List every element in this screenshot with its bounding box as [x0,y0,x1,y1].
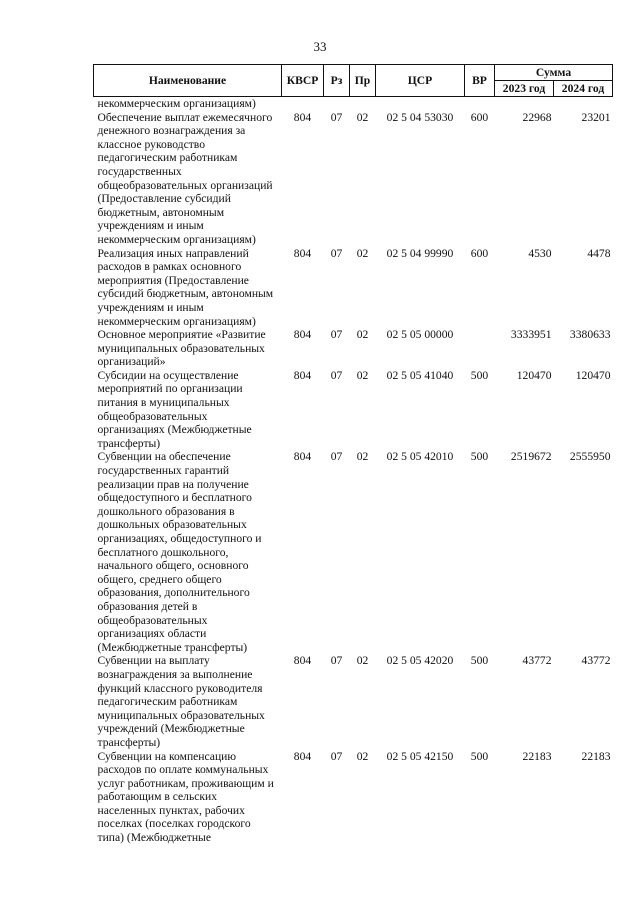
cell-vr: 500 [470,749,489,763]
cell-name: Субвенции на обеспечение государственных гарантий реализации прав на получение общедоступного и бесплатного дошкольного образования в дошкольных образовательных организациях, общедоступного и бесплатного дошкольного, начального общего, основного общего, среднего общего образования, дополнительного образования детей в общеобразовательных организациях области (Межбюджетные трансферты) [97,450,262,654]
cell-rz: 07 [330,450,343,464]
cell-kvsr: 804 [293,749,312,763]
header-kvsr: КВСР [282,65,324,97]
budget-table [93,64,613,845]
cell-csr: 02 5 05 42150 [386,749,454,763]
header-vr: ВР [465,65,495,97]
cell-rz [324,97,350,111]
cell-vr: 500 [470,368,489,382]
table-row [94,247,613,329]
cell-sum-2024: 22183 [581,749,611,763]
header-year-2023: 2023 год [495,81,554,97]
cell-kvsr: 804 [293,110,312,124]
cell-sum-2024: 3380633 [569,328,611,342]
cell-csr: 02 5 04 53030 [386,110,454,124]
cell-sum-2023: 2519672 [510,450,552,464]
header-sum: Сумма [495,65,613,81]
cell-pr: 02 [356,450,369,464]
cell-sum-2024: 2555950 [569,450,611,464]
cell-kvsr: 804 [293,246,312,260]
cell-pr: 02 [356,246,369,260]
cell-sum-2023: 120470 [516,368,552,382]
header-rz: Рз [324,65,350,97]
cell-name: Субвенции на компенсацию расходов по оплате коммунальных услуг работникам, проживающим и работающим в сельских населенных пунктах, рабочих поселках (поселках городского типа) (Межбюджетные [97,749,274,845]
page-number: 33 [313,39,327,54]
header-year-2024: 2024 год [554,81,613,97]
cell-kvsr: 804 [293,328,312,342]
cell-rz: 07 [330,328,343,342]
table-row [94,97,613,111]
cell-kvsr [282,97,324,111]
cell-name: Субсидии на осуществление мероприятий по организации питания в муниципальных общеобразовательных организациях (Межбюджетные трансферты) [97,368,252,450]
header-pr: Пр [350,65,376,97]
cell-sum-2024 [554,97,613,111]
cell-name: Реализация иных направлений расходов в рамках основного мероприятия (Предоставление субсидий бюджетным, автономным учреждениям и иным некоммерческим организациям) [97,246,274,328]
cell-kvsr: 804 [293,654,312,668]
cell-name: некоммерческим организациям) [97,97,256,110]
cell-csr: 02 5 05 41040 [386,368,454,382]
header-name: Наименование [94,65,282,97]
cell-sum-2024: 120470 [575,368,611,382]
cell-vr: 600 [470,110,489,124]
cell-vr [465,328,495,369]
cell-sum-2023: 22968 [522,110,552,124]
cell-sum-2023: 3333951 [510,328,552,342]
cell-rz: 07 [330,749,343,763]
cell-name: Субвенции на выплату вознаграждения за выполнение функций классного руководителя педагогическим работникам муниципальных образовательных учреждений (Межбюджетные трансферты) [97,654,265,749]
table-row [94,450,613,654]
cell-csr: 02 5 05 42020 [386,654,454,668]
cell-csr: 02 5 05 00000 [386,328,454,342]
cell-sum-2024: 4478 [587,246,611,260]
cell-kvsr: 804 [293,368,312,382]
cell-pr [350,97,376,111]
cell-pr: 02 [356,110,369,124]
cell-pr: 02 [356,654,369,668]
cell-rz: 07 [330,246,343,260]
cell-pr: 02 [356,368,369,382]
cell-rz: 07 [330,654,343,668]
cell-vr: 500 [470,450,489,464]
cell-rz: 07 [330,110,343,124]
table-header [94,65,613,97]
table-body [94,97,613,845]
cell-sum-2024: 23201 [581,110,611,124]
header-csr: ЦСР [376,65,465,97]
cell-sum-2023 [495,97,554,111]
cell-sum-2023: 43772 [522,654,552,668]
cell-pr: 02 [356,328,369,342]
table-row [94,654,613,749]
cell-vr [465,97,495,111]
cell-sum-2023: 4530 [528,246,552,260]
table-row [94,328,613,369]
cell-vr: 500 [470,654,489,668]
cell-name: Основное мероприятие «Развитие муниципальных образовательных организаций» [97,328,266,369]
table-row [94,111,613,247]
table-row [94,369,613,451]
cell-name: Обеспечение выплат ежемесячного денежного вознаграждения за классное руководство педагогическим работникам государственных общеобразовательных организаций (Предоставление субсидий бюджетным, автономным учреждениям и иным некоммерческим организациям) [97,110,273,246]
cell-vr: 600 [470,246,489,260]
cell-sum-2024: 43772 [581,654,611,668]
cell-kvsr: 804 [293,450,312,464]
cell-sum-2023: 22183 [522,749,552,763]
cell-csr: 02 5 05 42010 [386,450,454,464]
table-row [94,750,613,845]
cell-pr: 02 [356,749,369,763]
cell-rz: 07 [330,368,343,382]
cell-csr [376,97,465,111]
cell-csr: 02 5 04 99990 [386,246,454,260]
